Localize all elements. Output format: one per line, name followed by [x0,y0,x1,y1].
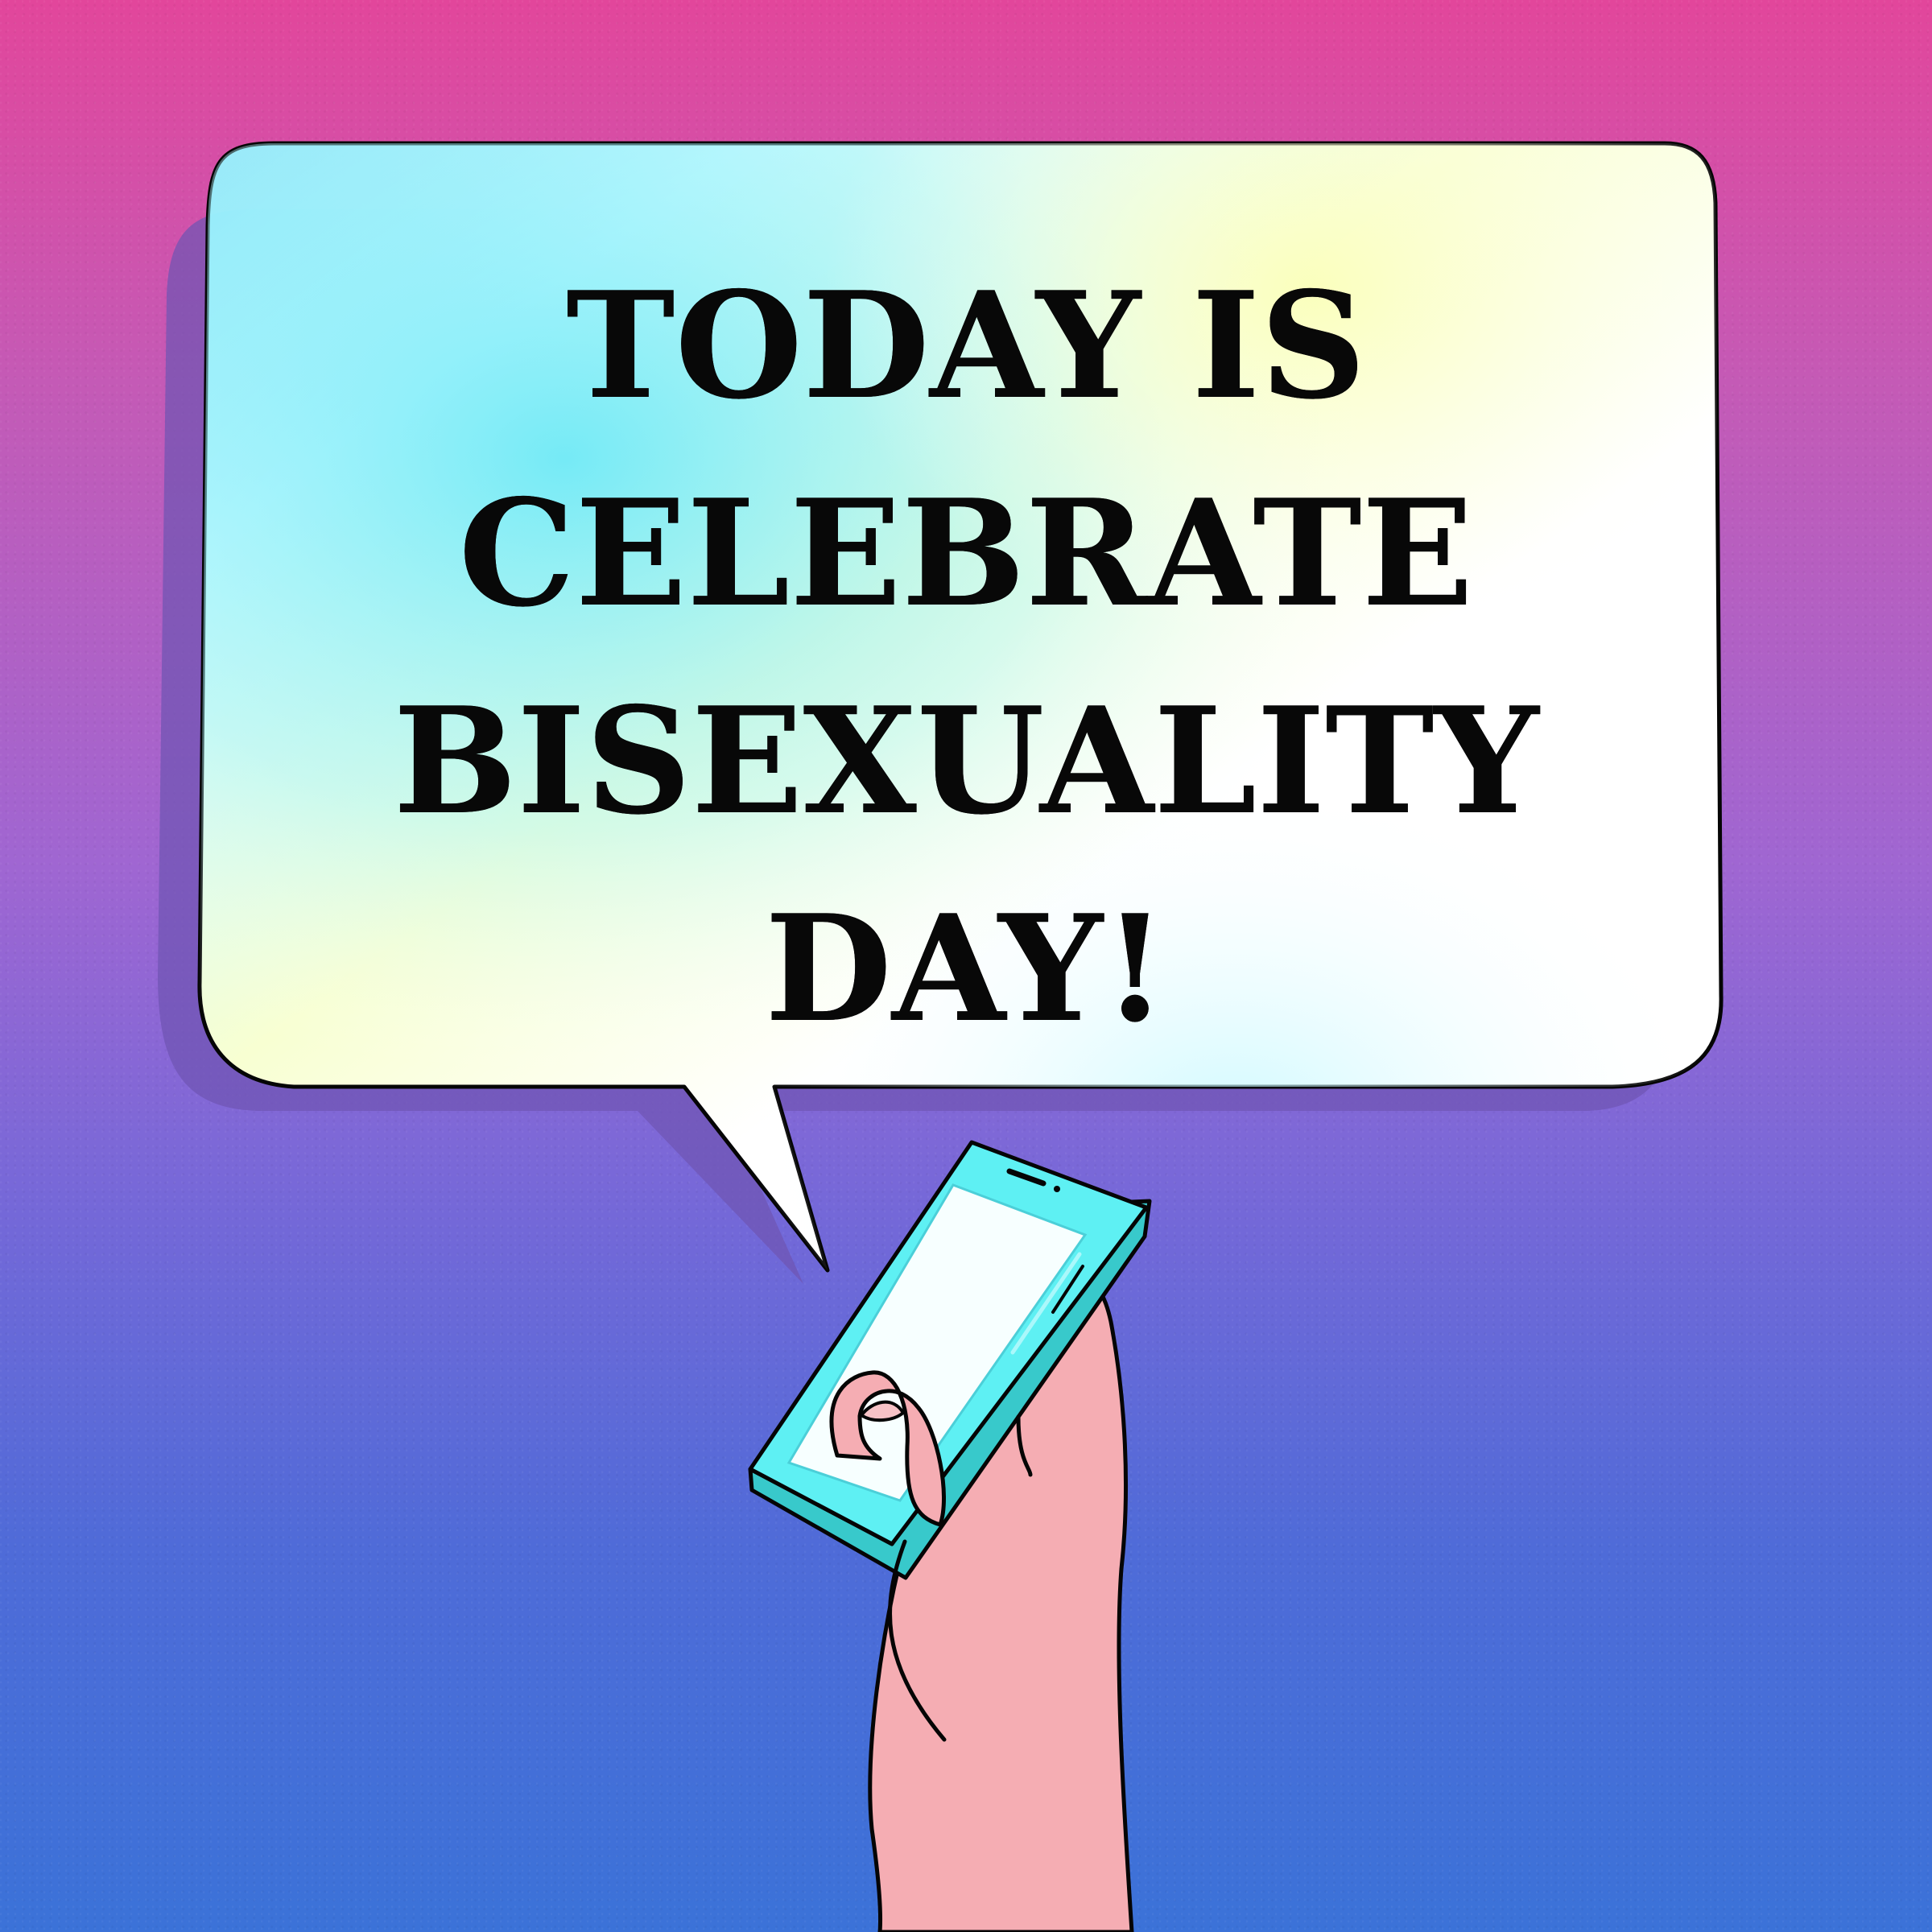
phone-camera [1054,1186,1060,1192]
message-headline [197,242,1735,1072]
headline-line-celebrate: CELEBRATE [458,467,1474,639]
headline-line-today-is: TODAY IS [566,259,1366,431]
headline-line-bisexuality: BISEXUALITY [393,675,1539,847]
headline-line-day: DAY! [765,882,1167,1055]
